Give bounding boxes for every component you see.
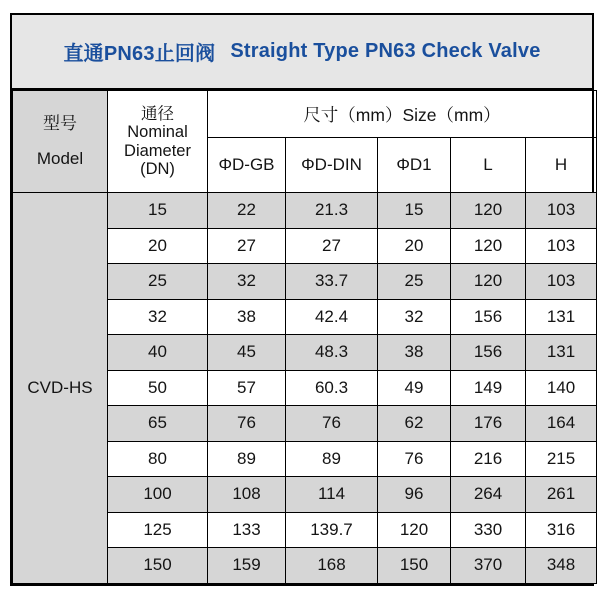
cell-l: 330 xyxy=(451,512,526,548)
cell-dn: 80 xyxy=(108,441,208,477)
table-row xyxy=(13,193,597,229)
cell-dn: 100 xyxy=(108,477,208,513)
cell-d1: 96 xyxy=(378,477,451,513)
cell-l: 120 xyxy=(451,264,526,300)
cell-l: 216 xyxy=(451,441,526,477)
cell-d-gb: 108 xyxy=(208,477,286,513)
cell-d-din: 168 xyxy=(286,548,378,584)
dimension-table xyxy=(12,90,597,584)
cell-d-gb: 159 xyxy=(208,548,286,584)
cell-d-gb: 27 xyxy=(208,228,286,264)
cell-d-din: 27 xyxy=(286,228,378,264)
cell-l: 264 xyxy=(451,477,526,513)
cell-d-din: 139.7 xyxy=(286,512,378,548)
model-value-cell: CVD-HS xyxy=(13,193,108,584)
cell-d-din: 60.3 xyxy=(286,370,378,406)
page-title xyxy=(12,15,592,90)
cell-l: 120 xyxy=(451,193,526,229)
column-group-header-size: 尺寸（mm）Size（mm） xyxy=(208,91,597,138)
cell-h: 348 xyxy=(526,548,597,584)
cell-h: 215 xyxy=(526,441,597,477)
cell-d-din: 76 xyxy=(286,406,378,442)
cell-d1: 150 xyxy=(378,548,451,584)
diameter-line-en-2: Diameter xyxy=(124,141,191,160)
cell-d-gb: 22 xyxy=(208,193,286,229)
cell-l: 156 xyxy=(451,335,526,371)
cell-l: 370 xyxy=(451,548,526,584)
cell-l: 149 xyxy=(451,370,526,406)
column-header-d-gb: ΦD-GB xyxy=(208,138,286,193)
cell-d1: 25 xyxy=(378,264,451,300)
cell-l: 120 xyxy=(451,228,526,264)
cell-dn: 65 xyxy=(108,406,208,442)
cell-h: 140 xyxy=(526,370,597,406)
column-header-d1: ΦD1 xyxy=(378,138,451,193)
column-header-h: H xyxy=(526,138,597,193)
cell-dn: 50 xyxy=(108,370,208,406)
cell-d1: 32 xyxy=(378,299,451,335)
diameter-line-dn: (DN) xyxy=(140,159,175,178)
cell-h: 261 xyxy=(526,477,597,513)
cell-d-din: 33.7 xyxy=(286,264,378,300)
cell-h: 103 xyxy=(526,228,597,264)
cell-d1: 120 xyxy=(378,512,451,548)
page-title-zh: 直通PN63止回阀 xyxy=(63,43,216,65)
cell-dn: 40 xyxy=(108,335,208,371)
cell-d-gb: 57 xyxy=(208,370,286,406)
diameter-line-zh: 通径 xyxy=(141,104,174,123)
cell-d1: 62 xyxy=(378,406,451,442)
diameter-line-en-1: Nominal xyxy=(127,123,188,142)
cell-dn: 32 xyxy=(108,299,208,335)
column-header-model xyxy=(13,91,108,193)
cell-d1: 49 xyxy=(378,370,451,406)
cell-d-din: 89 xyxy=(286,441,378,477)
cell-l: 176 xyxy=(451,406,526,442)
cell-d-gb: 89 xyxy=(208,441,286,477)
page-title-en: Straight Type PN63 Check Valve xyxy=(230,40,541,62)
cell-dn: 150 xyxy=(108,548,208,584)
column-header-nominal-diameter xyxy=(108,91,208,193)
cell-d1: 20 xyxy=(378,228,451,264)
column-header-l: L xyxy=(451,138,526,193)
cell-d-din: 114 xyxy=(286,477,378,513)
cell-h: 131 xyxy=(526,299,597,335)
cell-dn: 25 xyxy=(108,264,208,300)
cell-d-din: 48.3 xyxy=(286,335,378,371)
cell-h: 131 xyxy=(526,335,597,371)
cell-d-gb: 133 xyxy=(208,512,286,548)
cell-d1: 15 xyxy=(378,193,451,229)
cell-dn: 125 xyxy=(108,512,208,548)
cell-d-gb: 76 xyxy=(208,406,286,442)
cell-d1: 38 xyxy=(378,335,451,371)
cell-d-din: 42.4 xyxy=(286,299,378,335)
column-header-model-zh: 型号 xyxy=(43,114,77,134)
cell-dn: 20 xyxy=(108,228,208,264)
cell-d1: 76 xyxy=(378,441,451,477)
spec-sheet xyxy=(10,13,594,586)
cell-l: 156 xyxy=(451,299,526,335)
spacer xyxy=(13,135,107,149)
cell-d-gb: 45 xyxy=(208,335,286,371)
column-header-d-din: ΦD-DIN xyxy=(286,138,378,193)
cell-d-gb: 32 xyxy=(208,264,286,300)
cell-dn: 15 xyxy=(108,193,208,229)
cell-h: 316 xyxy=(526,512,597,548)
cell-h: 103 xyxy=(526,264,597,300)
cell-h: 103 xyxy=(526,193,597,229)
header-row-group xyxy=(13,91,597,138)
column-header-model-en: Model xyxy=(36,148,84,168)
cell-d-gb: 38 xyxy=(208,299,286,335)
cell-h: 164 xyxy=(526,406,597,442)
cell-d-din: 21.3 xyxy=(286,193,378,229)
